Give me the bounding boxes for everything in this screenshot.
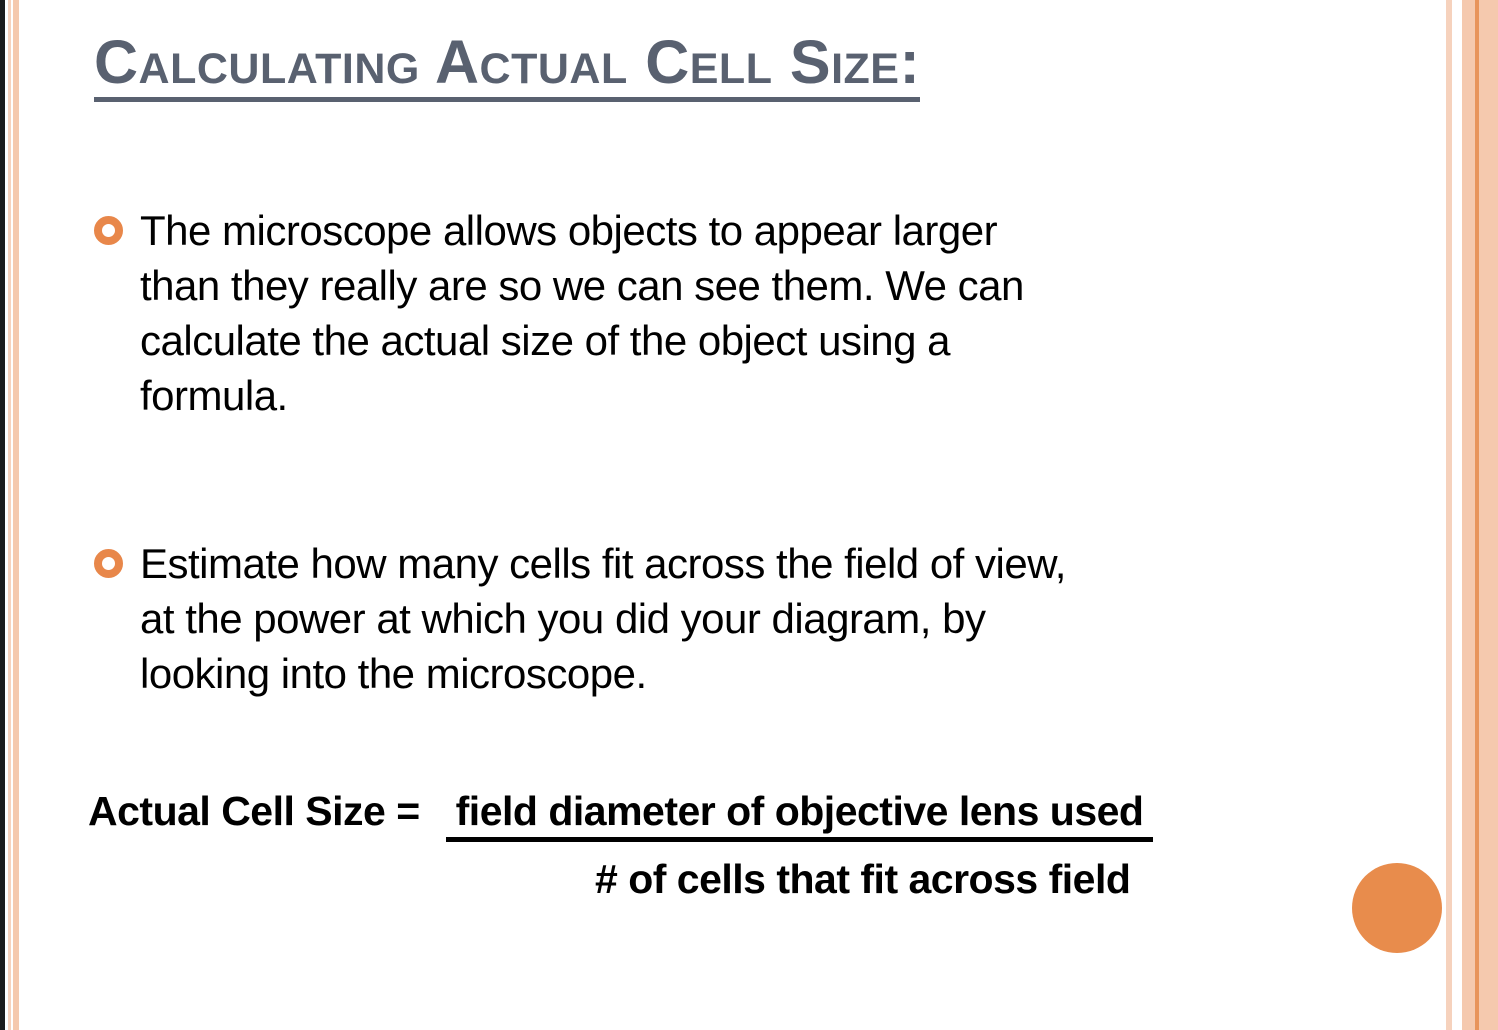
bullet-1-line-3: calculate the actual size of the object using a xyxy=(140,317,951,364)
bullet-2-text xyxy=(140,536,1066,701)
bullet-2-line-2: at the power at which you did your diagram, by xyxy=(140,595,986,642)
bullet-icon xyxy=(94,216,123,245)
bullet-1-text xyxy=(140,203,1024,423)
bullet-1-line-2: than they really are so we can see them. We can xyxy=(140,262,1024,309)
slide-title: Calculating Actual Cell Size: xyxy=(94,30,920,102)
bullet-item-2 xyxy=(94,536,1066,701)
bullet-2-line-1: Estimate how many cells fit across the field of view, xyxy=(140,540,1066,587)
formula-line-1 xyxy=(88,788,1153,842)
formula-numerator: field diameter of objective lens used xyxy=(446,788,1154,842)
formula-denominator: # of cells that fit across field xyxy=(595,856,1131,902)
bullet-1-line-4: formula. xyxy=(140,372,288,419)
right-band-inner-line xyxy=(1475,0,1479,1030)
right-peach-band xyxy=(1462,0,1498,1030)
left-thin-peach-stripe xyxy=(8,0,11,1030)
decorative-circle xyxy=(1352,863,1442,953)
bullet-icon xyxy=(94,549,123,578)
bullet-1-line-1: The microscope allows objects to appear larger xyxy=(140,207,998,254)
bullet-2-line-3: looking into the microscope. xyxy=(140,650,647,697)
formula-lhs: Actual Cell Size = xyxy=(88,788,420,834)
right-thin-peach-stripe xyxy=(1446,0,1452,1030)
left-black-edge xyxy=(0,0,5,1030)
left-thick-peach-stripe xyxy=(13,0,19,1030)
bullet-item-1 xyxy=(94,203,1024,423)
